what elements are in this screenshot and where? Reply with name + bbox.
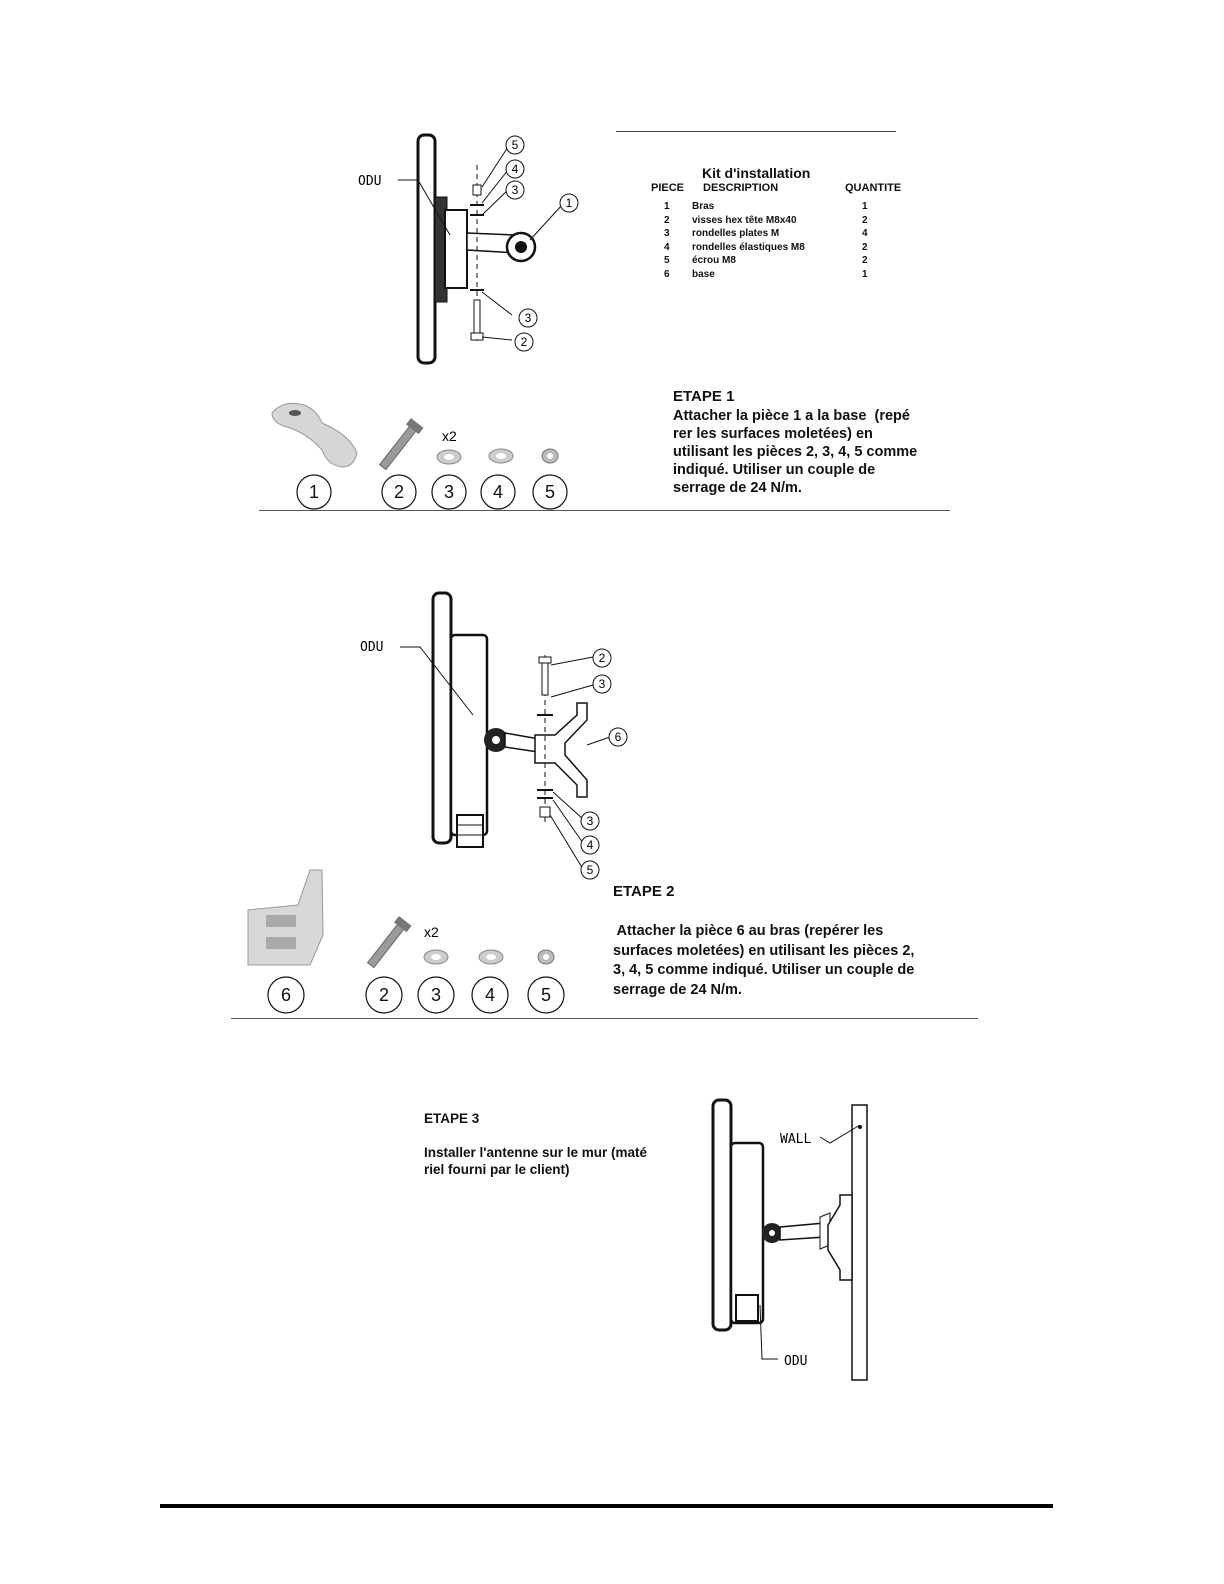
kit-table-top-rule [616,131,896,132]
callout-3b: 3 [586,814,594,828]
odu-label: ODU [358,174,382,189]
part-number-3: 3 [443,482,455,502]
part-number-5: 5 [540,985,552,1005]
step2-title: ETAPE 2 [613,883,675,900]
callout-6: 6 [614,730,622,744]
step2-line: serrage de 24 N/m. [613,981,742,998]
kit-header-description: DESCRIPTION [703,182,779,194]
step2-line: surfaces moletées) en utilisant les pièces 2, [613,942,915,959]
callout-5: 5 [586,863,594,877]
kit-row [664,200,884,214]
step3-instructions [424,1110,704,1178]
kit-piece: 2 [664,214,670,226]
callout-4: 4 [586,838,594,852]
step1-line: Attacher la pièce 1 a la base (repé [673,408,910,424]
step2-parts-row [238,865,578,1020]
kit-piece: 3 [664,228,670,239]
step1-title: ETAPE 1 [673,388,735,405]
kit-table-body [664,200,884,281]
part-number-1: 1 [308,482,320,502]
step1-line: serrage de 24 N/m. [673,480,802,496]
step1-line: indiqué. Utiliser un couple de [673,462,876,478]
step2-assembly-diagram [355,585,645,885]
step1-divider [259,510,950,511]
kit-row [664,241,884,255]
kit-description: écrou M8 [692,255,736,266]
part-number-5: 5 [544,482,556,502]
kit-description: rondelles plates M [692,228,780,239]
kit-piece: 4 [664,241,670,253]
kit-header-piece: PIECE [651,182,685,194]
callout-2: 2 [598,651,606,665]
multiplier-x2: x2 [424,924,439,940]
multiplier-x2: x2 [442,428,457,444]
odu-label: ODU [360,640,384,655]
kit-piece: 5 [664,255,670,266]
kit-description: Bras [692,201,715,212]
callout-5: 5 [511,138,519,152]
step3-title: ETAPE 3 [424,1111,480,1126]
step1-line: rer les surfaces moletées) en [673,426,873,442]
footer-rule [160,1504,1053,1508]
kit-quantity: 1 [862,268,868,280]
step3-line: Installer l'antenne sur le mur (maté [424,1145,648,1160]
kit-row [664,227,884,241]
callout-4: 4 [511,162,519,176]
step1-instructions [673,388,963,497]
kit-table-title: Kit d'installation [702,165,811,181]
step3-wall-mount-diagram [700,1095,880,1385]
step2-divider [231,1018,978,1019]
kit-piece: 6 [664,268,670,280]
kit-piece: 1 [664,201,670,212]
kit-header-quantity: QUANTITE [845,182,902,194]
kit-quantity: 1 [862,201,868,212]
kit-row [664,254,884,268]
kit-description: visses hex tête M8x40 [692,214,797,226]
callout-3: 3 [598,677,606,691]
kit-quantity: 2 [862,241,868,253]
part-number-2: 2 [378,985,390,1005]
step2-instructions [613,922,983,1000]
kit-description: base [692,268,715,280]
callout-2: 2 [520,335,528,349]
kit-description: rondelles élastiques M8 [692,241,805,253]
step1-assembly-diagram [340,125,600,370]
kit-row [664,214,884,228]
part-number-2: 2 [393,482,405,502]
kit-row [664,268,884,282]
kit-quantity: 2 [862,214,868,226]
part-number-6: 6 [280,985,292,1005]
kit-quantity: 4 [862,228,868,239]
part-number-3: 3 [430,985,442,1005]
step2-line: 3, 4, 5 comme indiqué. Utiliser un couple de [613,962,915,978]
callout-3: 3 [511,183,519,197]
step1-parts-row [262,395,592,513]
callout-3b: 3 [524,311,532,325]
step1-line: utilisant les pièces 2, 3, 4, 5 comme [673,444,918,460]
callout-1: 1 [565,196,573,210]
odu-label: ODU [784,1354,808,1369]
part-number-4: 4 [484,985,496,1005]
wall-label: WALL [780,1132,812,1147]
step3-line: riel fourni par le client) [424,1162,570,1177]
kit-quantity: 2 [862,255,868,266]
step2-line: Attacher la pièce 6 au bras (repérer les [613,923,884,939]
part-number-4: 4 [492,482,504,502]
